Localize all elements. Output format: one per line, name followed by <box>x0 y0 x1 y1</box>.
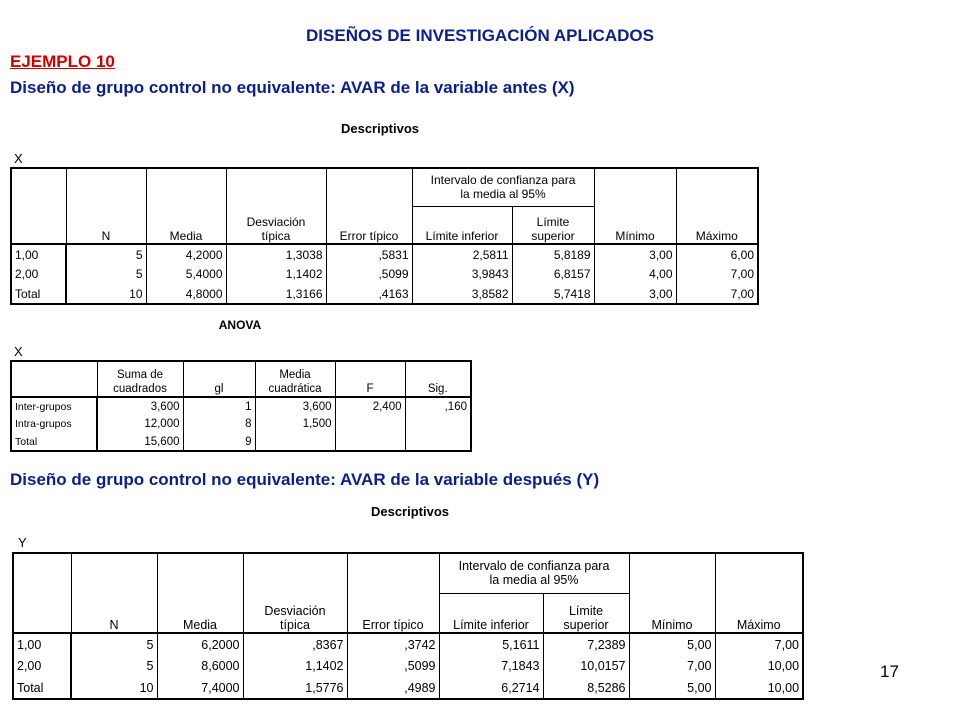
subtitle-before: Diseño de grupo control no equivalente: AVAR de la variable antes (X) <box>10 78 575 97</box>
desc-x-h-n: N <box>66 168 146 244</box>
desc-x-h-desv: Desviación típica <box>226 168 326 244</box>
anova-x-h-media: Media cuadrática <box>255 361 335 397</box>
example-label: EJEMPLO 10 <box>10 52 115 71</box>
desc-y-corner <box>13 553 71 633</box>
desc-y-title: Descriptivos <box>370 504 450 519</box>
anova-x-h-gl: gl <box>183 361 255 397</box>
desc-y-h-media: Media <box>157 553 243 633</box>
desc-y-h-max: Máximo <box>715 553 803 633</box>
table-row: Total 10 4,8000 1,3166 ,4163 3,8582 5,7418 3,00 7,00 <box>11 284 758 304</box>
anova-x-var: X <box>14 344 23 359</box>
desc-x-h-min: Mínimo <box>594 168 676 244</box>
desc-y-var: Y <box>18 535 27 550</box>
desc-x-table <box>10 167 759 305</box>
desc-y-h-sup: Límite superior <box>543 593 629 633</box>
desc-y-h-desv: Desviación típica <box>243 553 347 633</box>
desc-y-h-min: Mínimo <box>629 553 715 633</box>
table-row: 1,00 5 6,2000 ,8367 ,3742 5,1611 7,2389 5,00 7,00 <box>13 633 803 655</box>
anova-x-title: ANOVA <box>218 318 262 332</box>
table-row: Total 10 7,4000 1,5776 ,4989 6,2714 8,5286 5,00 10,00 <box>13 677 803 699</box>
anova-x-corner <box>11 361 97 397</box>
page-number: 17 <box>880 662 899 681</box>
desc-y-h-error: Error típico <box>347 553 439 633</box>
subtitle-after: Diseño de grupo control no equivalente: AVAR de la variable después (Y) <box>10 470 600 489</box>
anova-x-h-sig: Sig. <box>405 361 471 397</box>
page-title: DISEÑOS DE INVESTIGACIÓN APLICADOS <box>306 26 654 45</box>
desc-x-h-inf: Límite inferior <box>412 206 512 244</box>
anova-x-h-suma: Suma de cuadrados <box>97 361 183 397</box>
table-row: 2,00 5 8,6000 1,1402 ,5099 7,1843 10,0157 7,00 10,00 <box>13 655 803 677</box>
table-row: Total 15,600 9 <box>11 433 471 451</box>
anova-x-table <box>10 360 472 452</box>
table-row: 1,00 5 4,2000 1,3038 ,5831 2,5811 5,8189 3,00 6,00 <box>11 244 758 264</box>
anova-x-h-f: F <box>335 361 405 397</box>
desc-y-h-inf: Límite inferior <box>439 593 543 633</box>
desc-x-h-error: Error típico <box>326 168 412 244</box>
desc-y-h-n: N <box>71 553 157 633</box>
desc-x-h-ic: Intervalo de confianza para la media al 95% <box>412 168 594 206</box>
desc-x-h-media: Media <box>146 168 226 244</box>
desc-x-h-sup: Límite superior <box>512 206 594 244</box>
table-row: 2,00 5 5,4000 1,1402 ,5099 3,9843 6,8157 4,00 7,00 <box>11 264 758 284</box>
desc-y-h-ic: Intervalo de confianza para la media al 95% <box>439 553 629 593</box>
table-row: Inter-grupos 3,600 1 3,600 2,400 ,160 <box>11 397 471 415</box>
desc-x-title: Descriptivos <box>340 121 420 136</box>
desc-y-table <box>12 552 804 700</box>
desc-x-var: X <box>14 151 23 166</box>
desc-x-h-max: Máximo <box>676 168 758 244</box>
table-row: Intra-grupos 12,000 8 1,500 <box>11 415 471 433</box>
desc-x-corner <box>11 168 66 244</box>
